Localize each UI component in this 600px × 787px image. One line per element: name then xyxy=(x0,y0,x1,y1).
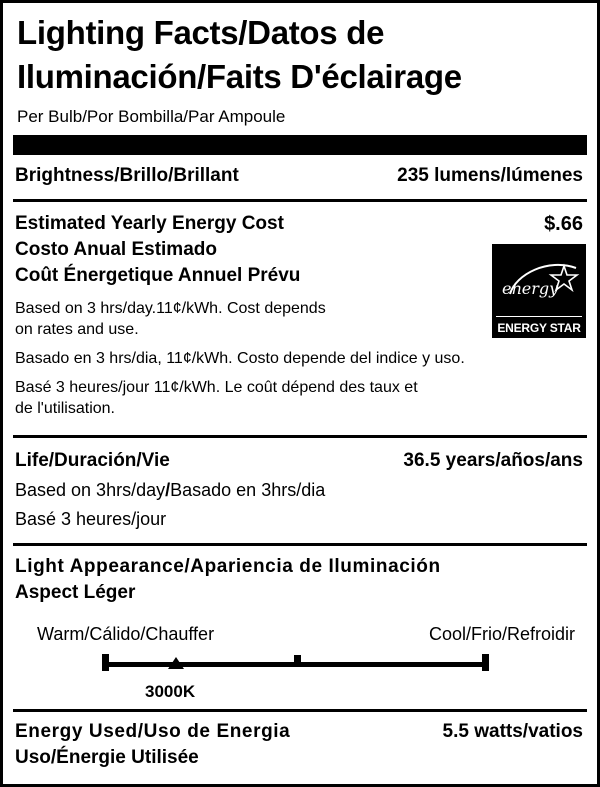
life-basis-en: Based on 3hrs/day xyxy=(15,480,166,500)
energy-star-divider xyxy=(496,316,582,317)
cool-label: Cool/Frio/Refroidir xyxy=(428,624,575,644)
divider-1 xyxy=(13,199,587,202)
life-basis-slash: / xyxy=(165,480,171,500)
divider-3 xyxy=(13,543,587,546)
scale-tick-cool xyxy=(482,654,489,671)
energy-used-label-1: Energy Used/Uso de Energia xyxy=(15,721,291,742)
brightness-label: Brightness/Brillo/Brillant xyxy=(15,165,239,186)
divider-2 xyxy=(13,435,587,438)
energy-cost-label-es: Costo Anual Estimado xyxy=(15,239,217,260)
header-divider xyxy=(13,135,587,155)
divider-4 xyxy=(13,709,587,712)
energy-star-caption: ENERGY STAR xyxy=(497,321,581,335)
energy-star-emblem-icon xyxy=(492,244,586,316)
energy-star-logo-icon xyxy=(492,244,586,338)
color-temperature-marker xyxy=(168,657,184,669)
cost-note-en-1: Based on 3 hrs/day.11¢/kWh. Cost depends xyxy=(15,300,326,317)
subtitle: Per Bulb/Por Bombilla/Par Ampoule xyxy=(17,107,286,126)
scale-tick-warm xyxy=(102,654,109,671)
color-temperature-value: 3000K xyxy=(145,682,196,701)
brightness-value: 235 lumens/lúmenes xyxy=(397,165,583,186)
energy-cost-value: $.66 xyxy=(544,213,583,235)
appearance-label-1: Light Appearance/Apariencia de Iluminación xyxy=(15,556,441,577)
energy-cost-label-fr: Coût Énergetique Annuel Prévu xyxy=(15,265,301,286)
warm-label: Warm/Cálido/Chauffer xyxy=(37,624,215,644)
appearance-label-2: Aspect Léger xyxy=(15,582,136,603)
life-value: 36.5 years/años/ans xyxy=(403,450,583,471)
scale-tick-mid xyxy=(294,655,301,666)
life-label: Life/Duración/Vie xyxy=(15,450,170,471)
life-basis xyxy=(15,479,325,501)
cost-note-fr-2: de l'utilisation. xyxy=(15,400,115,417)
title-line-1: Lighting Facts/Datos de xyxy=(17,14,385,51)
energy-used-label-2: Uso/Énergie Utilisée xyxy=(15,747,199,768)
energy-script: energy xyxy=(502,279,559,298)
cost-note-en-2: on rates and use. xyxy=(15,321,139,338)
life-basis-fr: Basé 3 heures/jour xyxy=(15,509,167,529)
life-basis-es: Basado en 3hrs/dia xyxy=(170,480,326,500)
energy-cost-label-en: Estimated Yearly Energy Cost xyxy=(15,213,284,234)
energy-used-value: 5.5 watts/vatios xyxy=(442,721,583,742)
title-line-2: Iluminación/Faits D'éclairage xyxy=(17,58,462,95)
cost-note-fr-1: Basé 3 heures/jour 11¢/kWh. Le coût dépend des taux et xyxy=(15,379,418,396)
cost-note-es: Basado en 3 hrs/dia, 11¢/kWh. Costo depende del indice y uso. xyxy=(15,350,465,367)
